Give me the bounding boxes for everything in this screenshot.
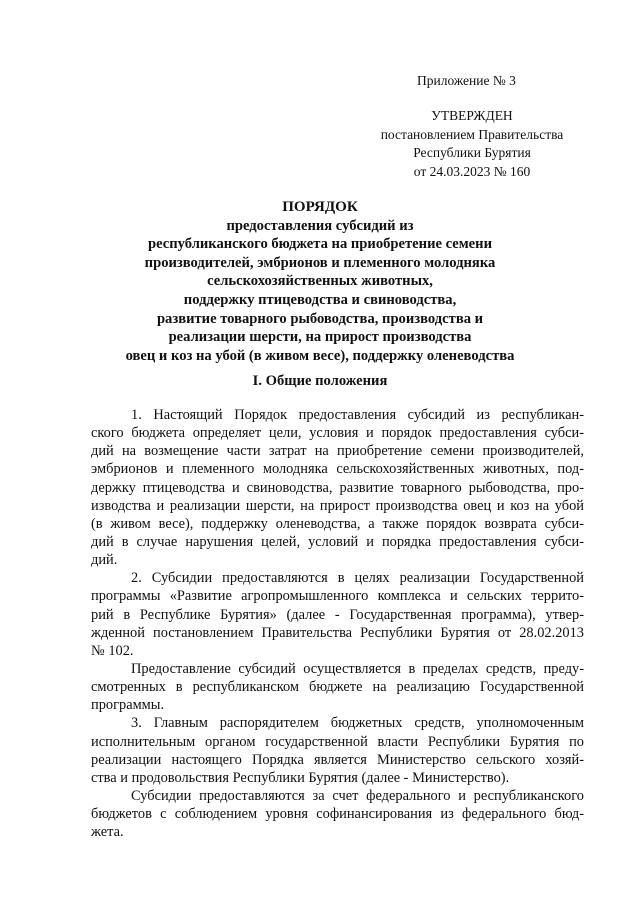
title-line: реализации шерсти, на прирост производства [168, 329, 472, 346]
title-line: поддержку птицеводства и свиноводства, [183, 291, 457, 308]
paragraph-line: держку птицеводства и свиноводства, развитие товарного рыбоводства, про- [91, 479, 584, 496]
paragraph-line: программы. [91, 697, 165, 714]
section-heading: I. Общие положения [252, 373, 388, 389]
title-line: сельскохозяйственных животных, [207, 273, 433, 290]
paragraph-line: дий. [91, 552, 118, 569]
approval-date: от 24.03.2023 № 160 [413, 163, 531, 179]
paragraph-line: эмбрионов и племенного молодняка сельскохозяйственных животных, под- [91, 461, 584, 478]
approval-line: Республики Бурятия [413, 145, 531, 160]
paragraph-line: ского бюджета определяет цели, условия и порядок предоставления субси- [91, 425, 584, 442]
approval-status: УТВЕРЖДЕН [431, 108, 513, 123]
paragraph-line: рий в Республике Бурятия» (далее - Государственная программа), утвер- [91, 606, 584, 623]
paragraph [91, 406, 584, 569]
paragraph-line: программы «Развитие агропромышленного комплекса и сельских террито- [91, 588, 584, 605]
paragraph-line: № 102. [91, 642, 134, 659]
paragraph-line: 2. Субсидии предоставляются в целях реализации Государственной [131, 570, 584, 587]
paragraph-line: жденной постановлением Правительства Республики Бурятия от 28.02.2013 [91, 624, 584, 641]
paragraph-line: бюджетов с соблюдением уровня софинансирования из федерального бюд- [91, 806, 584, 823]
paragraph [91, 569, 584, 660]
paragraph-line: 1. Настоящий Порядок предоставления субсидий из республикан- [131, 407, 584, 423]
paragraph-line: жета. [91, 824, 124, 841]
paragraph-line: (в живом весе), поддержку оленеводства, а также порядок возврата субси- [91, 515, 584, 532]
approval-stamp [362, 107, 582, 181]
paragraph-line: 3. Главным распорядителем бюджетных средств, уполномоченным [131, 715, 584, 732]
paragraph-line: дий на возмещение части затрат на приобретение семени производителей, [91, 443, 584, 460]
appendix-label: Приложение № 3 [417, 73, 516, 88]
paragraph-line: ства и продовольствия Республики Бурятия (далее - Министерство). [91, 769, 510, 786]
paragraph-line: исполнительным органом государственной власти Республики Бурятия по [91, 733, 584, 750]
title-line: предоставления субсидий из [226, 217, 414, 234]
body-text [91, 406, 584, 841]
title-heading: ПОРЯДОК [282, 199, 358, 215]
paragraph [91, 787, 584, 841]
paragraph-line: Предоставление субсидий осуществляется в пределах средств, преду- [131, 660, 584, 677]
paragraph-line: изводства и реализации шерсти, на прирост производства овец и коз на убой [91, 497, 584, 514]
paragraph [91, 714, 584, 787]
paragraph-line: дий в случае нарушения целей, условий и порядка предоставления субси- [91, 533, 584, 550]
paragraph-line: Субсидии предоставляются за счет федерального и республиканского [131, 787, 584, 804]
title-line: развитие товарного рыбоводства, производства и [156, 310, 484, 327]
title-line: овец и коз на убой (в живом весе), поддержку оленеводства [125, 347, 515, 364]
approval-line: постановлением Правительства [380, 126, 564, 142]
title-line: производителей, эмбрионов и племенного молодняка [144, 254, 496, 271]
title-line: республиканского бюджета на приобретение семени [148, 236, 492, 253]
paragraph-line: смотренных в республиканском бюджете на реализацию Государственной [91, 679, 584, 696]
paragraph [91, 660, 584, 714]
document-title [100, 198, 540, 365]
paragraph-line: реализации настоящего Порядка является Министерство сельского хозяй- [91, 751, 584, 768]
